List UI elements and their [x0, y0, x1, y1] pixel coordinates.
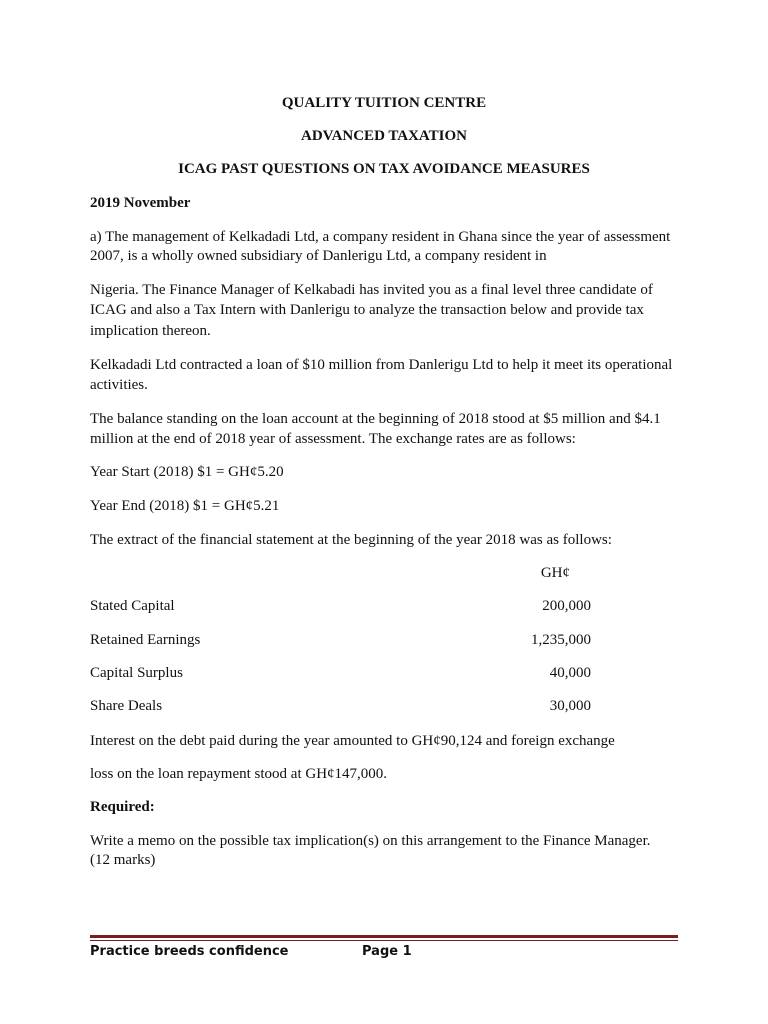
centre-title: QUALITY TUITION CENTRE — [281, 95, 487, 111]
table-row-label: Capital Surplus — [90, 665, 183, 681]
footer-motto: Practice breeds confidence — [90, 944, 289, 959]
required-line-1: Write a memo on the possible tax implication(s) on this arrangement to the Finance Manager. — [90, 833, 651, 849]
footer-rule-thin — [90, 940, 678, 941]
paragraph-3-line-2: activities. — [90, 377, 148, 393]
paragraph-2-line-2: ICAG and also a Tax Intern with Danlerigu to analyze the transaction below and provide tax — [90, 302, 644, 318]
footer-rule-thick — [90, 935, 678, 938]
paragraph-2-line-1: Nigeria. The Finance Manager of Kelkabadi has invited you as a final level three candidate of — [90, 282, 653, 298]
interest-line-1: Interest on the debt paid during the year amounted to GH¢90,124 and foreign exchange — [90, 733, 615, 749]
table-row-value: 40,000 — [549, 665, 591, 681]
rate-year-end: Year End (2018) $1 = GH¢5.21 — [90, 498, 280, 514]
table-row-label: Share Deals — [90, 698, 163, 714]
paragraph-1-line-2: 2007, is a wholly owned subsidiary of Danlerigu Ltd, a company resident in — [90, 248, 547, 264]
required-heading: Required: — [90, 799, 155, 815]
extract-intro: The extract of the financial statement at the beginning of the year 2018 was as follows: — [90, 532, 612, 548]
topic-title: ICAG PAST QUESTIONS ON TAX AVOIDANCE MEASURES — [178, 161, 590, 177]
paragraph-4-line-2: million at the end of 2018 year of assessment. The exchange rates are as follows: — [90, 431, 576, 447]
required-line-2: (12 marks) — [90, 852, 156, 868]
paragraph-1-line-1: a) The management of Kelkadadi Ltd, a company resident in Ghana since the year of assessment — [90, 229, 671, 245]
table-row-value: 200,000 — [542, 598, 591, 614]
table-row-label: Stated Capital — [90, 598, 175, 614]
table-row-value: 30,000 — [549, 698, 591, 714]
page-number: Page 1 — [362, 944, 412, 959]
subject-title: ADVANCED TAXATION — [301, 128, 467, 144]
rate-year-start: Year Start (2018) $1 = GH¢5.20 — [90, 464, 284, 480]
paragraph-2-line-3: implication thereon. — [90, 323, 211, 339]
table-row-value: 1,235,000 — [531, 632, 591, 648]
section-heading: 2019 November — [90, 195, 191, 211]
table-row-label: Retained Earnings — [90, 632, 201, 648]
interest-line-2: loss on the loan repayment stood at GH¢147,000. — [90, 766, 388, 782]
paragraph-3-line-1: Kelkadadi Ltd contracted a loan of $10 million from Danlerigu Ltd to help it meet its operational — [90, 357, 673, 373]
currency-header: GH¢ — [540, 565, 570, 581]
paragraph-4-line-1: The balance standing on the loan account at the beginning of 2018 stood at $5 million and $4.1 — [90, 411, 661, 427]
